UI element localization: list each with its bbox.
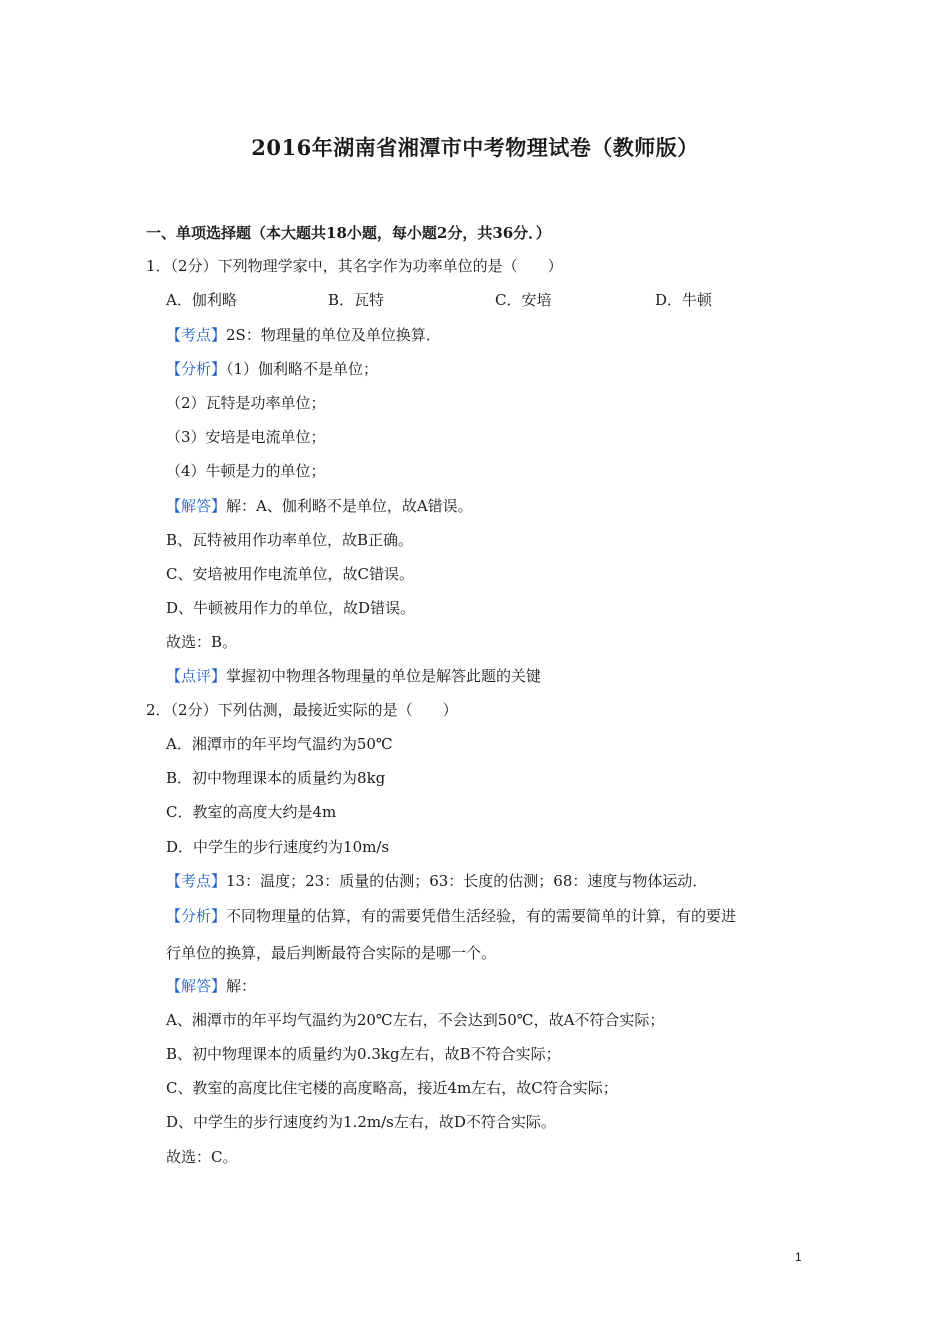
q1-jieda-text: 解：A、伽利略不是单位，故A错误。 [226,497,473,515]
q1-option-b: B．瓦特 [328,291,385,309]
q2-jieda-line: D、中学生的步行速度约为1.2m/s左右，故D不符合实际。 [166,1113,556,1131]
q2-answer: 故选：C。 [166,1148,238,1166]
kaodian-tag: 【考点】 [166,872,227,890]
q1-fenxi-line: （2）瓦特是功率单位； [166,394,326,412]
q1-fenxi-line: （3）安培是电流单位； [166,428,326,446]
q1-kaodian [166,325,441,345]
document-title: 2016年湖南省湘潭市中考物理试卷（教师版） [251,135,699,160]
q2-kaodian-text: 13：温度；23：质量的估测；63：长度的估测；68：速度与物体运动． [226,872,708,890]
q2-fenxi-line: 行单位的换算，最后判断最符合实际的是哪一个。 [166,944,497,962]
q1-option-d: D．牛顿 [655,291,713,309]
q2-kaodian [166,871,707,891]
q2-option-d: D．中学生的步行速度约为10m/s [166,838,390,856]
kaodian-tag: 【考点】 [166,326,227,344]
q1-dianping [166,666,541,686]
q1-jieda [166,496,473,516]
q2-jieda-line: A、湘潭市的年平均气温约为20℃左右，不会达到50℃，故A不符合实际； [166,1011,665,1029]
q1-option-c: C．安培 [495,291,552,309]
q2-jieda [166,976,256,996]
q1-dianping-text: 掌握初中物理各物理量的单位是解答此题的关键 [226,667,542,685]
q2-fenxi [166,906,736,926]
q2-jieda-line: B、初中物理课本的质量约为0.3kg左右，故B不符合实际； [166,1045,561,1063]
q1-fenxi-line: （4）牛顿是力的单位； [166,462,326,480]
dianping-tag: 【点评】 [166,667,227,685]
section-heading: 一、单项选择题（本大题共18小题，每小题2分，共36分．） [146,224,551,242]
q1-stem: 1．（2分）下列物理学家中，其名字作为功率单位的是（ ） [146,257,563,275]
q2-option-c: C．教室的高度大约是4m [166,803,337,821]
q1-fenxi-text: （1）伽利略不是单位； [226,360,379,378]
fenxi-tag: 【分析】 [166,360,227,378]
jieda-tag: 【解答】 [166,977,227,995]
q2-fenxi-text: 不同物理量的估算，有的需要凭借生活经验，有的需要简单的计算，有的要进 [226,907,737,925]
q2-stem: 2．（2分）下列估测，最接近实际的是（ ） [146,701,458,719]
q1-jieda-line: D、牛顿被用作力的单位，故D错误。 [166,599,416,617]
q1-jieda-line: B、瓦特被用作功率单位，故B正确。 [166,531,414,549]
q1-kaodian-text: 2S：物理量的单位及单位换算． [226,326,441,344]
q2-jieda-text: 解： [226,977,257,995]
jieda-tag: 【解答】 [166,497,227,515]
q2-option-b: B．初中物理课本的质量约为8kg [166,769,386,787]
fenxi-tag: 【分析】 [166,907,227,925]
q1-option-a: A．伽利略 [166,291,237,309]
q2-option-a: A．湘潭市的年平均气温约为50℃ [166,735,393,753]
q1-jieda-line: C、安培被用作电流单位，故C错误。 [166,565,414,583]
q1-answer: 故选：B。 [166,633,238,651]
q1-fenxi [166,359,378,379]
q2-jieda-line: C、教室的高度比住宅楼的高度略高，接近4m左右，故C符合实际； [166,1079,618,1097]
page-number: 1 [795,1250,802,1264]
